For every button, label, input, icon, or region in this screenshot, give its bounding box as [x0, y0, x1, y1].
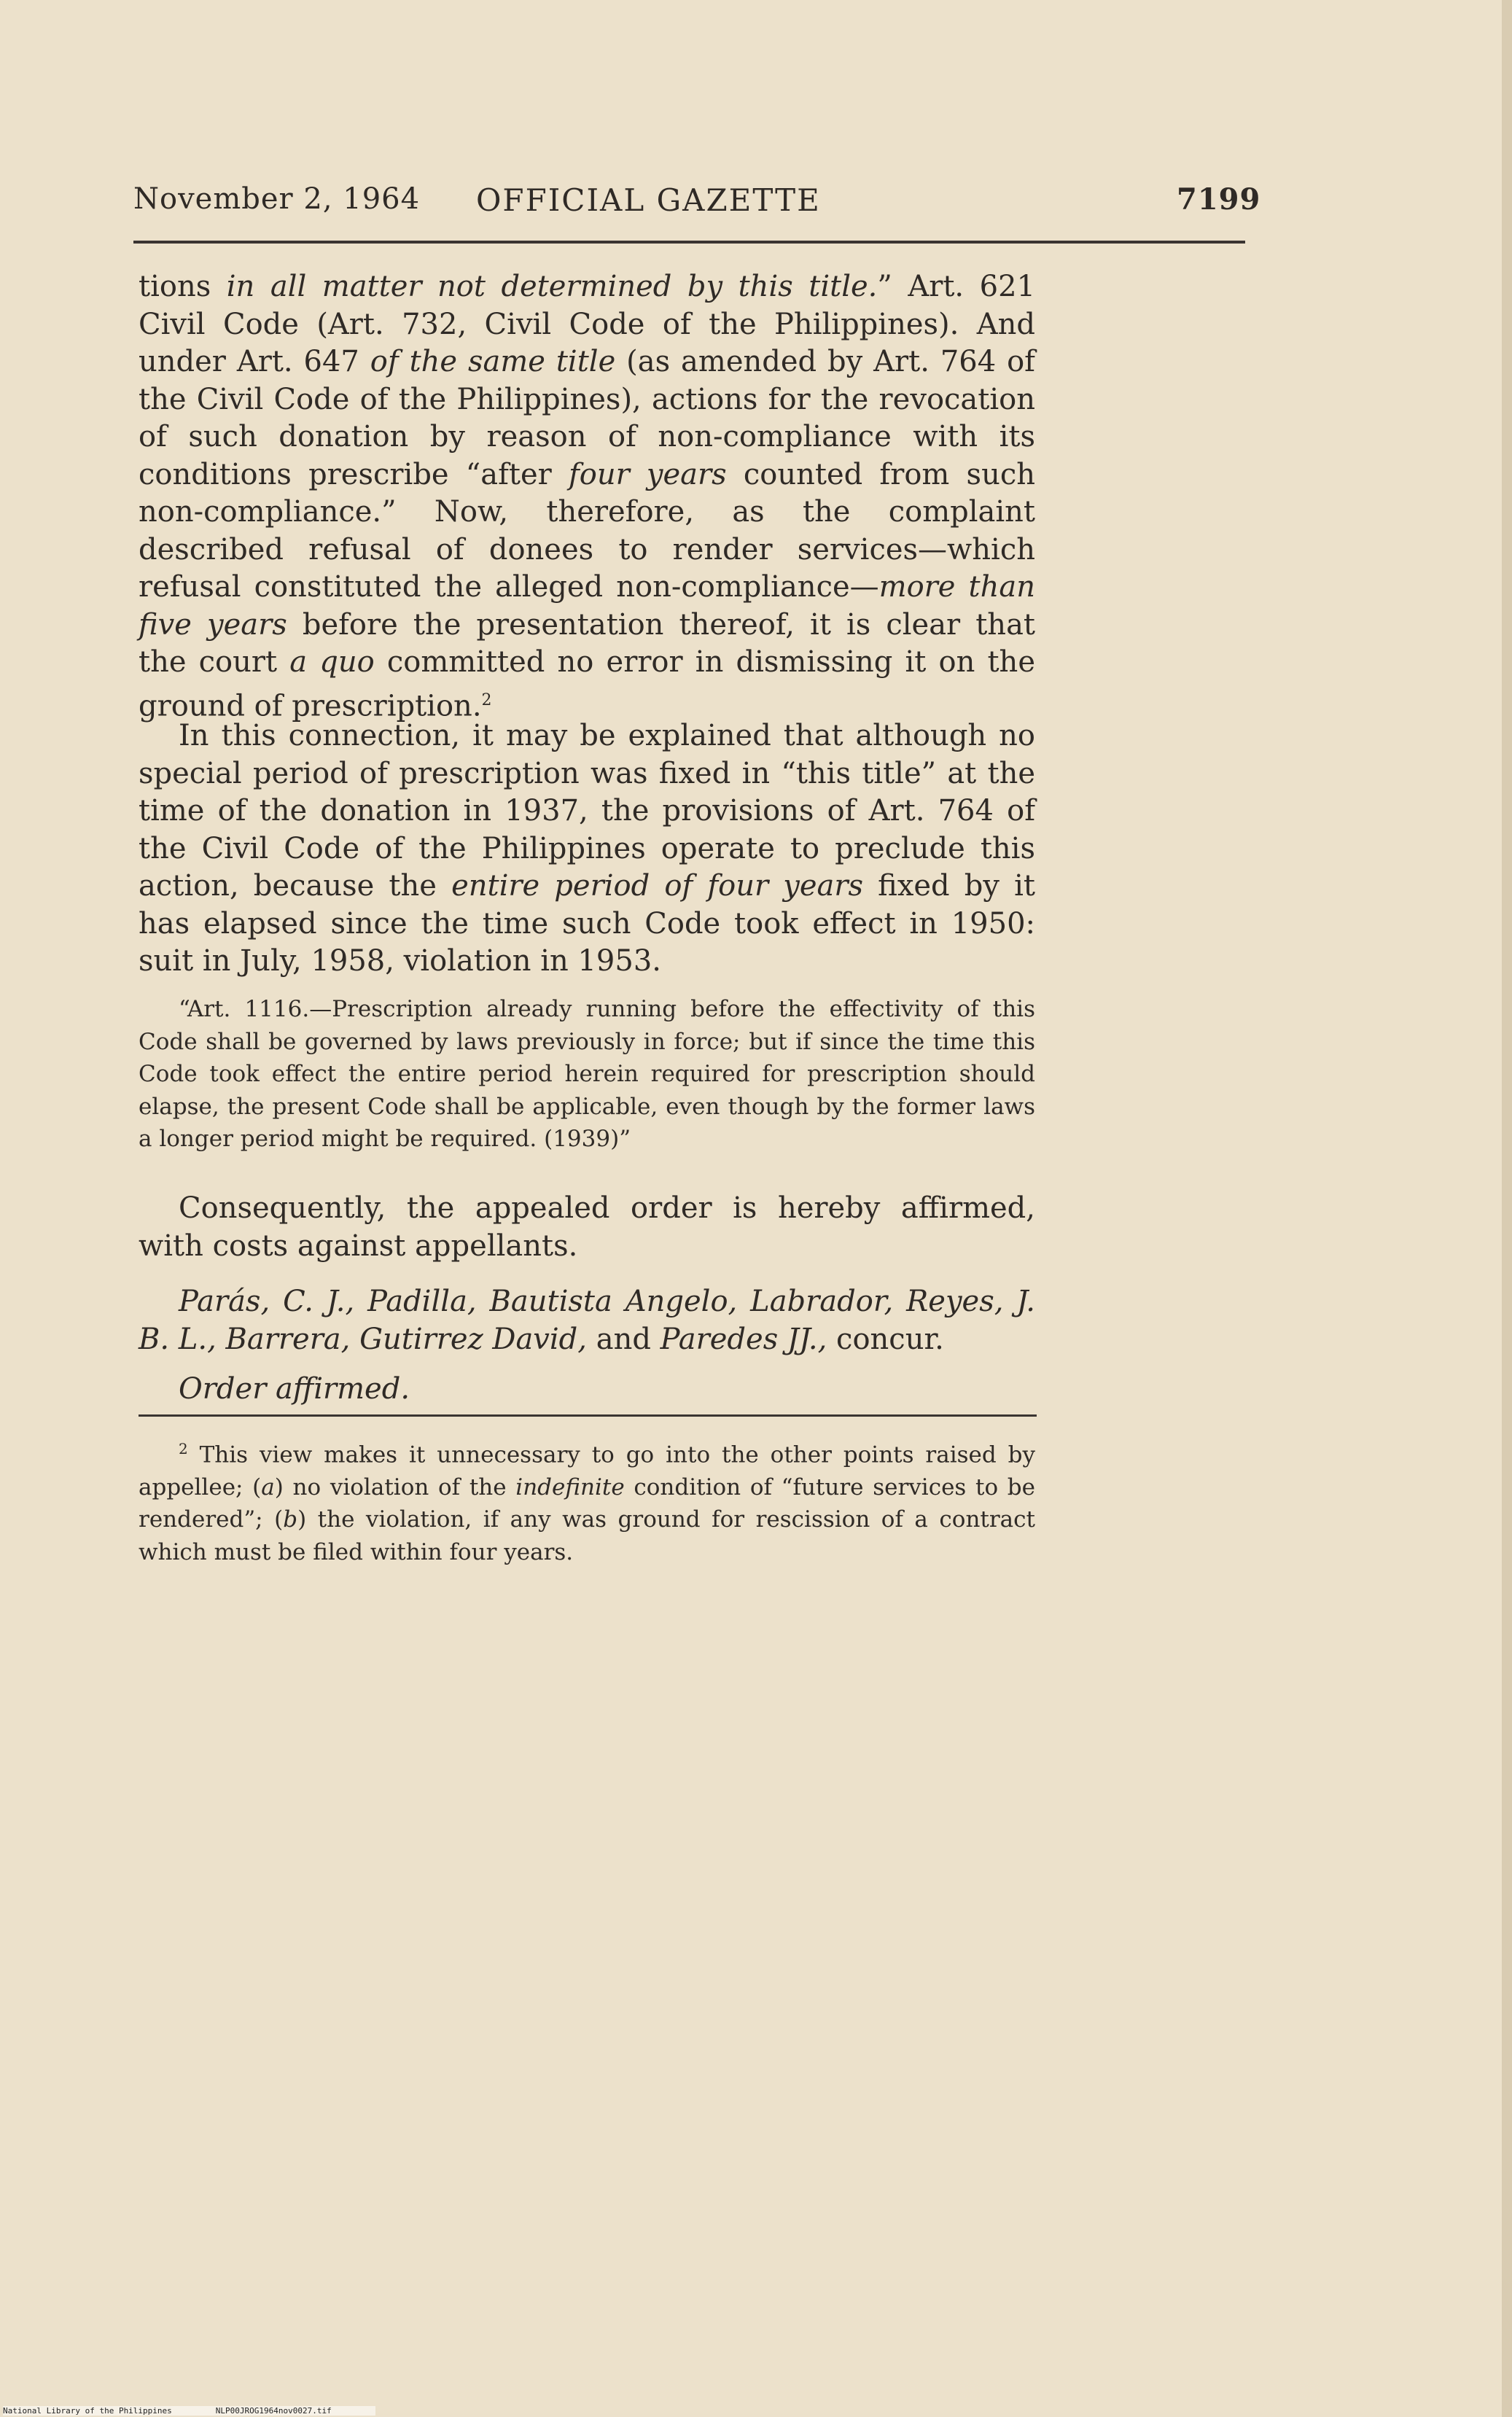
footnote-2	[139, 1433, 1035, 1568]
p1-italic-j: a quo	[289, 645, 375, 679]
p1-italic-d: of the same title	[370, 345, 616, 378]
paragraph-2	[139, 717, 1035, 981]
p4-text-b: and	[587, 1322, 660, 1356]
fn-text-a: This view makes it unnecessary to go into the other points raised by appellee; (	[139, 1441, 1035, 1501]
quoted-article	[139, 993, 1035, 1156]
p1-italic-f: four years	[568, 457, 727, 491]
header-title: OFFICIAL GAZETTE	[476, 182, 821, 218]
p1-text-g: counted from such non-compliance.” Now, therefore, as the complaint described refusal of donees to render services—which refusal constituted the alleged non-compliance—	[139, 457, 1036, 604]
footnote-marker: 2	[179, 1440, 188, 1457]
page-edge-shadow	[1502, 0, 1512, 2417]
fn-italic-d: indefinite	[515, 1474, 625, 1501]
paragraph-1	[139, 268, 1035, 725]
colophon-file: NLP00JROG1964nov0027.tif	[215, 2406, 332, 2416]
p1-text-e: (as amended by Art. 764 of the Civil Code of the Philippines), actions for the revocation of such donation by reason of non-compliance with its conditions prescribe “after	[139, 345, 1035, 491]
fn-italic-f: b	[283, 1506, 298, 1533]
p1-text-i: before the presentation thereof, it is clear that the court	[139, 607, 1035, 679]
footnote-ref-2: 2	[481, 690, 492, 709]
quote-text: “Art. 1116.—Prescription already running before the effectivity of this Code shall be governed by laws previously in force; but if since the time this Code took effect the entire period herein required for prescription should elapse, the present Code shall be applicable, even though by the former laws a longer period might be required. (1939)”	[139, 996, 1035, 1152]
scan-colophon	[3, 2406, 375, 2416]
fn-italic-b: a	[261, 1474, 275, 1501]
fn-text-g: ) the violation, if any was ground for rescission of a contract which must be filed within four years.	[139, 1506, 1035, 1565]
disposition	[139, 1371, 1035, 1409]
fn-text-c: ) no violation of the	[274, 1474, 516, 1501]
p2-text-c: fixed by it has elapsed since the time such Code took effect in 1950: suit in July, 1958, violation in 1953.	[139, 869, 1035, 978]
p4-text-d: concur.	[827, 1322, 944, 1356]
header-date: November 2, 1964	[133, 182, 421, 216]
colophon-library: National Library of the Philippines	[3, 2406, 172, 2416]
fn-text-e: condition of “future services to be rendered”; (	[139, 1474, 1035, 1533]
p1-text-c: ” Art. 621 Civil Code (Art. 732, Civil Code of the Philippines). And under Art. 647	[139, 270, 1036, 378]
p1-text-k: committed no error in dismissing it on the ground of prescription.	[139, 645, 1035, 723]
p4-italic-c: Paredes JJ.,	[660, 1322, 827, 1356]
concurrence-paragraph	[139, 1283, 1035, 1358]
footnote-rule	[139, 1414, 1037, 1417]
page-number: 7199	[1177, 182, 1261, 217]
paragraph-3: Consequently, the appealed order is hereby affirmed, with costs against appellants.	[139, 1191, 1035, 1263]
p2-text-a: In this connection, it may be explained that although no special period of prescription was fixed in “this title” at the time of the donation in 1937, the provisions of Art. 764 of the Civil Code of the Philippines operate to preclude this action, because the	[139, 719, 1035, 903]
p1-text-a: tions	[139, 270, 227, 303]
header-rule	[133, 241, 1245, 244]
p2-italic-b: entire period of four years	[451, 869, 864, 903]
p1-italic-b: in all matter not determined by this title.	[226, 270, 878, 303]
p1-italic-h: more than five years	[139, 570, 1036, 642]
disposition-text: Order affirmed.	[179, 1372, 410, 1406]
justices-names: Parás, C. J., Padilla, Bautista Angelo, Labrador, Reyes, J. B. L., Barrera, Gutirrez David,	[139, 1285, 1035, 1356]
